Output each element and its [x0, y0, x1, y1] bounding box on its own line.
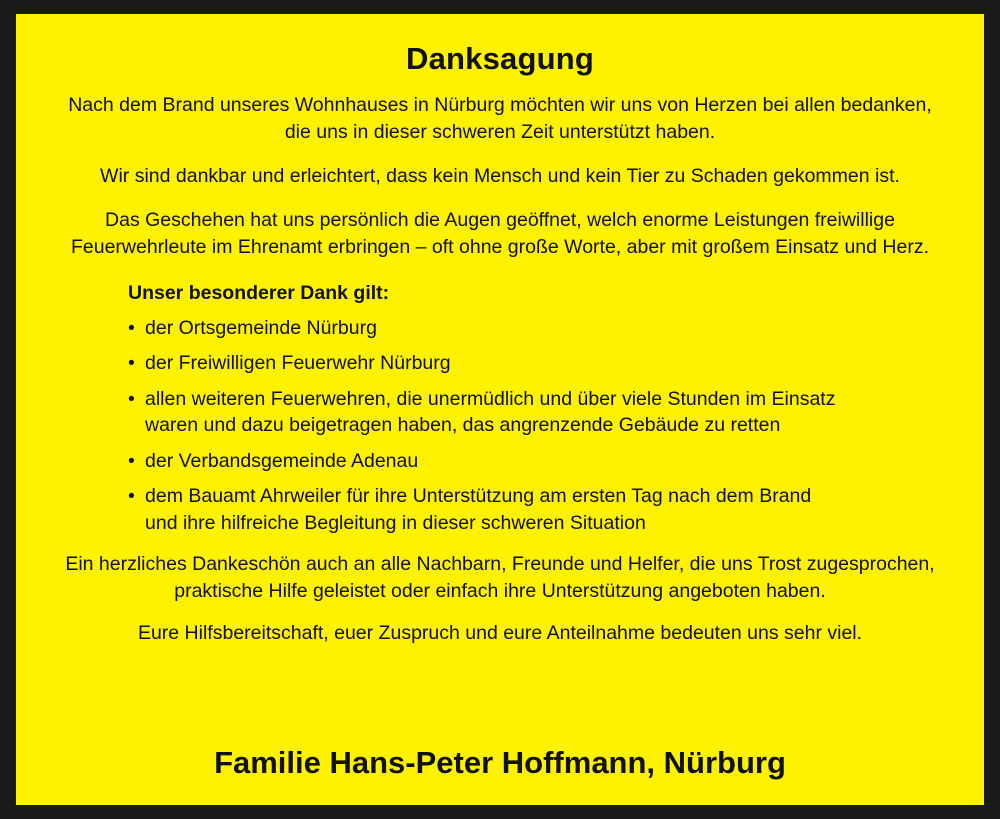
list-item-line: der Verbandsgemeinde Adenau	[145, 449, 419, 472]
list-item-line: der Freiwilligen Feuerwehr Nürburg	[145, 352, 451, 375]
page-title: Danksagung	[405, 41, 595, 76]
signature: Familie Hans-Peter Hoffmann, Nürburg	[214, 745, 786, 781]
list-item	[128, 483, 950, 536]
intro-paragraph-2: Wir sind dankbar und erleichtert, dass kein Mensch und kein Tier zu Schaden gekommen ist.	[100, 164, 900, 187]
closing-paragraph-2: Eure Hilfsbereitschaft, euer Zuspruch und eure Anteilnahme bedeuten uns sehr viel.	[137, 622, 863, 645]
layout-spacer	[50, 662, 950, 735]
list-item-line-continued: waren und dazu beigetragen haben, das angrenzende Gebäude zu retten	[145, 414, 781, 437]
intro-paragraph-1: Nach dem Brand unseres Wohnhauses in Nürburg möchten wir uns von Herzen bei allen bedanken, die uns in dieser schweren Zeit unterstützt haben.	[68, 94, 932, 143]
list-item-line: dem Bauamt Ahrweiler für ihre Unterstützung am ersten Tag nach dem Brand	[145, 485, 812, 508]
special-thanks-block	[50, 282, 950, 546]
special-thanks-heading: Unser besonderer Dank gilt:	[128, 281, 390, 304]
list-item	[128, 350, 950, 377]
list-item	[128, 448, 950, 475]
closing-paragraph-1: Ein herzliches Dankeschön auch an alle Nachbarn, Freunde und Helfer, die uns Trost zugesprochen, praktische Hilfe geleistet oder einfach ihre Unterstützung angeboten haben.	[65, 553, 935, 603]
list-item	[128, 386, 950, 439]
list-item-line-continued: und ihre hilfreiche Begleitung in dieser schweren Situation	[145, 511, 646, 534]
special-thanks-list	[128, 315, 950, 537]
thank-you-notice	[16, 14, 984, 805]
list-item	[128, 315, 950, 342]
list-item-line: der Ortsgemeinde Nürburg	[145, 316, 377, 339]
intro-paragraph-3: Das Geschehen hat uns persönlich die Augen geöffnet, welch enorme Leistungen freiwillige Feuerwehrleute im Ehrenamt erbringen – oft ohne große Worte, aber mit großem Einsatz und Herz.	[70, 208, 930, 258]
list-item-line: allen weiteren Feuerwehren, die unermüdlich und über viele Stunden im Einsatz	[145, 387, 836, 410]
